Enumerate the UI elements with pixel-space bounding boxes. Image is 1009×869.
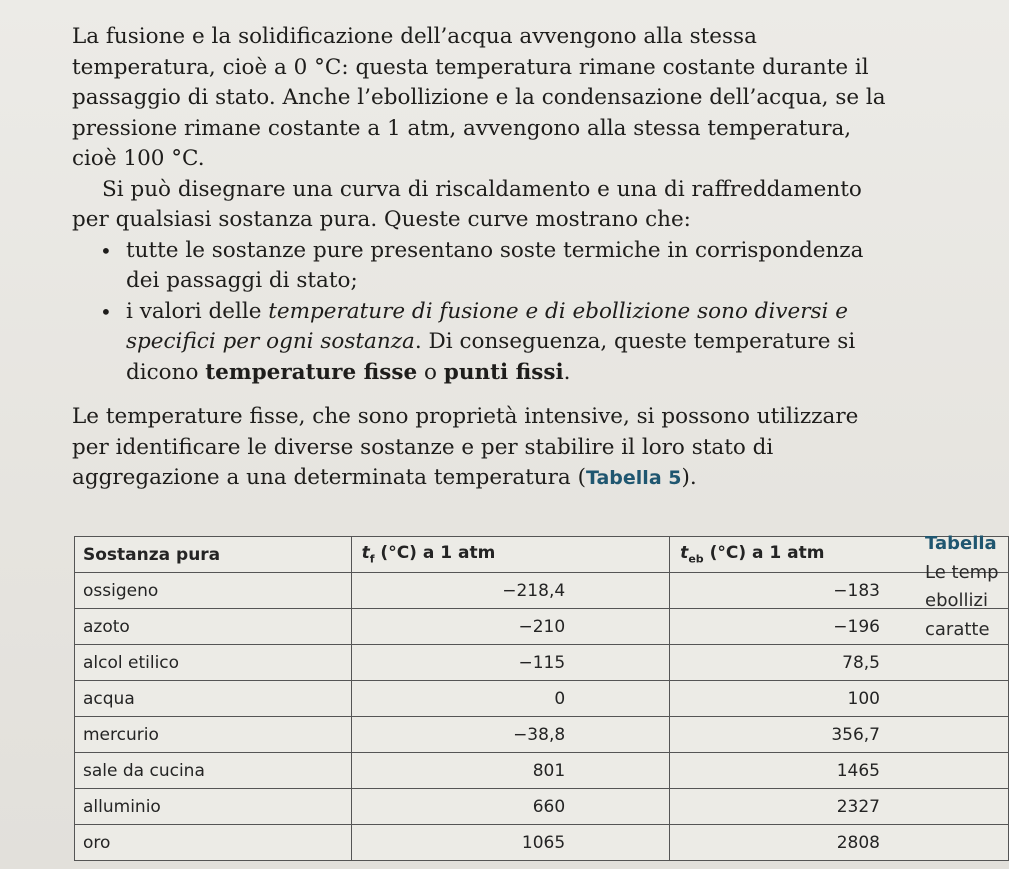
table-reference: Tabella 5 (585, 467, 682, 489)
bullet-list (72, 236, 892, 389)
table-row: alluminio 660 2327 (75, 789, 1009, 825)
table-row: azoto −210 −196 (75, 609, 1009, 645)
table-header-row (75, 537, 1009, 573)
table-row: ossigeno −218,4 −183 (75, 573, 1009, 609)
caption-line: caratte (925, 618, 990, 640)
table-row: mercurio −38,8 356,7 (75, 717, 1009, 753)
table-caption (925, 530, 999, 644)
table-row: oro 1065 2808 (75, 825, 1009, 861)
fixed-temperatures-table (74, 536, 1009, 861)
table-row: sale da cucina 801 1465 (75, 753, 1009, 789)
paragraph-2: Si può disegnare una curva di riscaldamento e una di raffreddamento per qualsiasi sostanza pura. Queste curve mostrano che: (72, 176, 862, 232)
header-boiling: $t_{eb}$ (°C) a 1 atm (670, 537, 1009, 573)
bullet-item-2: • i valori delle temperature di fusione e di ebollizione sono diversi e specifici per ogni sostanza. Di conseguenza, queste temperature si dicono temperature fisse o punti fissi. (104, 297, 892, 389)
header-melting: $t_f$ (°C) a 1 atm (351, 537, 670, 573)
table-row: acqua 0 100 (75, 681, 1009, 717)
paragraph-1: La fusione e la solidificazione dell’acqua avvengono alla stessa temperatura, cioè a 0 °C: questa temperatura rimane costante durante il passaggio di stato. Anche l’ebollizione e la condensazione dell’acqua, se la pressione rimane costante a 1 atm, avvengono alla stessa temperatura, cioè 100 °C. (72, 24, 886, 171)
caption-line: Le temp (925, 561, 999, 583)
header-substance: Sostanza pura (75, 537, 352, 573)
caption-line: ebollizi (925, 590, 988, 611)
caption-title: Tabella (925, 533, 997, 554)
bullet-item-1: • tutte le sostanze pure presentano soste termiche in corrispondenza dei passaggi di stato; (104, 236, 892, 297)
body-text (72, 22, 892, 494)
table-row: alcol etilico −115 78,5 (75, 645, 1009, 681)
paragraph-3: Le temperature fisse, che sono proprietà intensive, si possono utilizzare per identificare le diverse sostanze e per stabilire il loro stato di aggregazione a una determinata temperatura (Tabella 5). (72, 404, 859, 490)
